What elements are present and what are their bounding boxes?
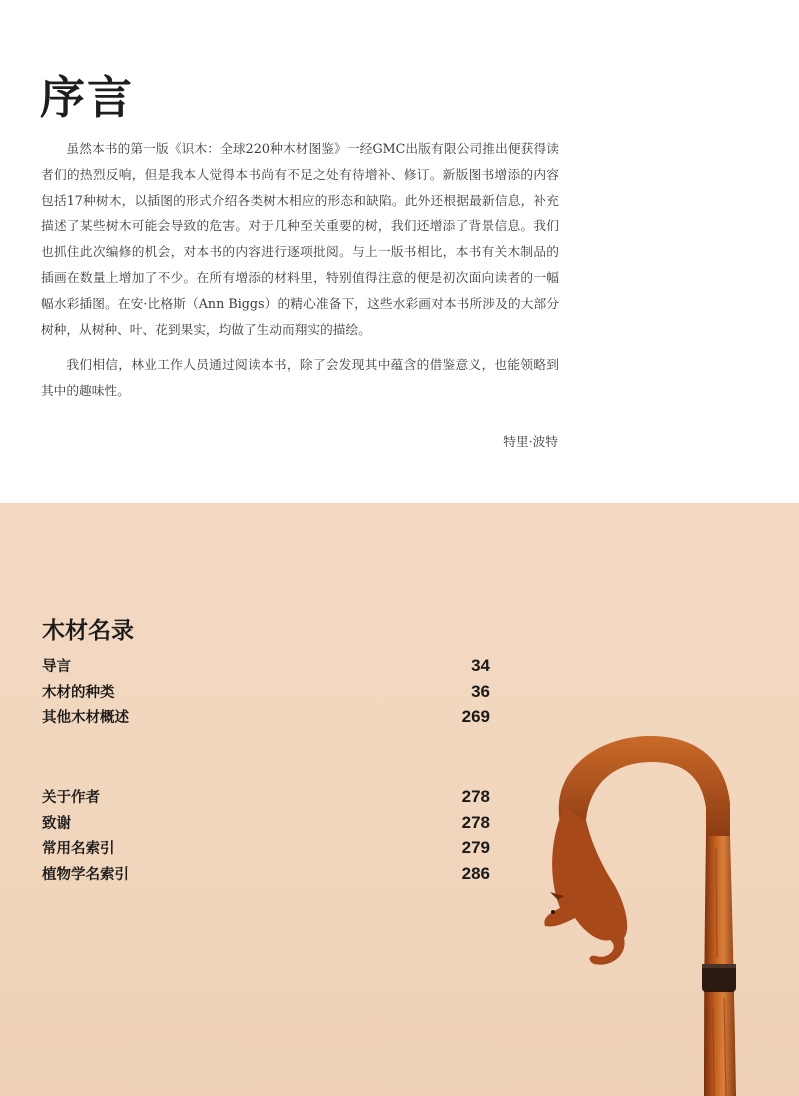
- carved-animal: [544, 808, 627, 965]
- toc-group-main: [42, 655, 492, 732]
- toc-entry-page: 36: [471, 681, 490, 701]
- toc-entry-page: 278: [461, 812, 490, 832]
- toc-entry-title: 木材的种类: [42, 684, 115, 701]
- preface-body: [41, 136, 559, 404]
- toc-entry-title: 常用名索引: [42, 841, 115, 858]
- toc-entry-title: 关于作者: [42, 790, 100, 806]
- toc-entry-title: 导言: [42, 659, 71, 675]
- contents-section: [0, 503, 799, 1096]
- preface-section: [0, 0, 799, 503]
- toc-entry-page: 286: [461, 864, 490, 884]
- toc-entry-title: 其他木材概述: [42, 710, 129, 727]
- preface-signature: 特里·波特: [503, 434, 558, 449]
- toc-entry[interactable]: [42, 655, 492, 681]
- carved-animal-eye: [551, 910, 555, 914]
- toc-entry[interactable]: [42, 681, 492, 707]
- toc-entry[interactable]: [42, 863, 492, 889]
- toc-group-back-matter: [42, 786, 492, 889]
- toc-entry[interactable]: [42, 837, 492, 863]
- toc-entry-title: 致谢: [42, 815, 71, 832]
- preface-title: 序言: [40, 71, 135, 124]
- cane-band: [702, 964, 736, 992]
- toc-entry-page: 269: [461, 707, 490, 727]
- toc-entry[interactable]: [42, 786, 492, 812]
- toc-entry[interactable]: [42, 706, 492, 732]
- preface-paragraph-1: 虽然本书的第一版《识木：全球220种木材图鉴》一经GMC出版有限公司推出便获得读者们的热烈反响，但是我本人觉得本书尚有不足之处有待增补、修订。新版图书增添的内容包括17种树木，以插图的形式介绍各类树木相应的形态和缺陷。此外还根据最新信息，补充描述了某些树木可能会导致的危害。对于几种至关重要的树，我们还增添了背景信息。我们也抓住此次编修的机会，对本书的内容进行逐项批阅。与上一版书相比，本书有关木制品的插画在数量上增加了不少。在所有增添的材料里，特别值得注意的便是初次面向读者的一幅幅水彩插图。在安·比格斯（Ann Biggs）的精心准备下，这些水彩画对本书所涉及的大部分树种，从树种、叶、花到果实，均做了生动而翔实的描绘。: [41, 141, 559, 337]
- toc-entry-page: 279: [461, 838, 490, 858]
- toc-entry-page: 278: [461, 787, 490, 806]
- toc-entry-title: 植物学名索引: [42, 867, 129, 884]
- preface-paragraph-2: 我们相信，林业工作人员通过阅读本书，除了会发现其中蕴含的借鉴意义，也能领略到其中的趣味性。: [41, 357, 559, 399]
- contents-title: 木材名录: [42, 618, 134, 644]
- carved-walking-cane-image: [520, 728, 760, 1096]
- toc-entry-page: 34: [471, 656, 490, 675]
- toc-entry[interactable]: [42, 812, 492, 838]
